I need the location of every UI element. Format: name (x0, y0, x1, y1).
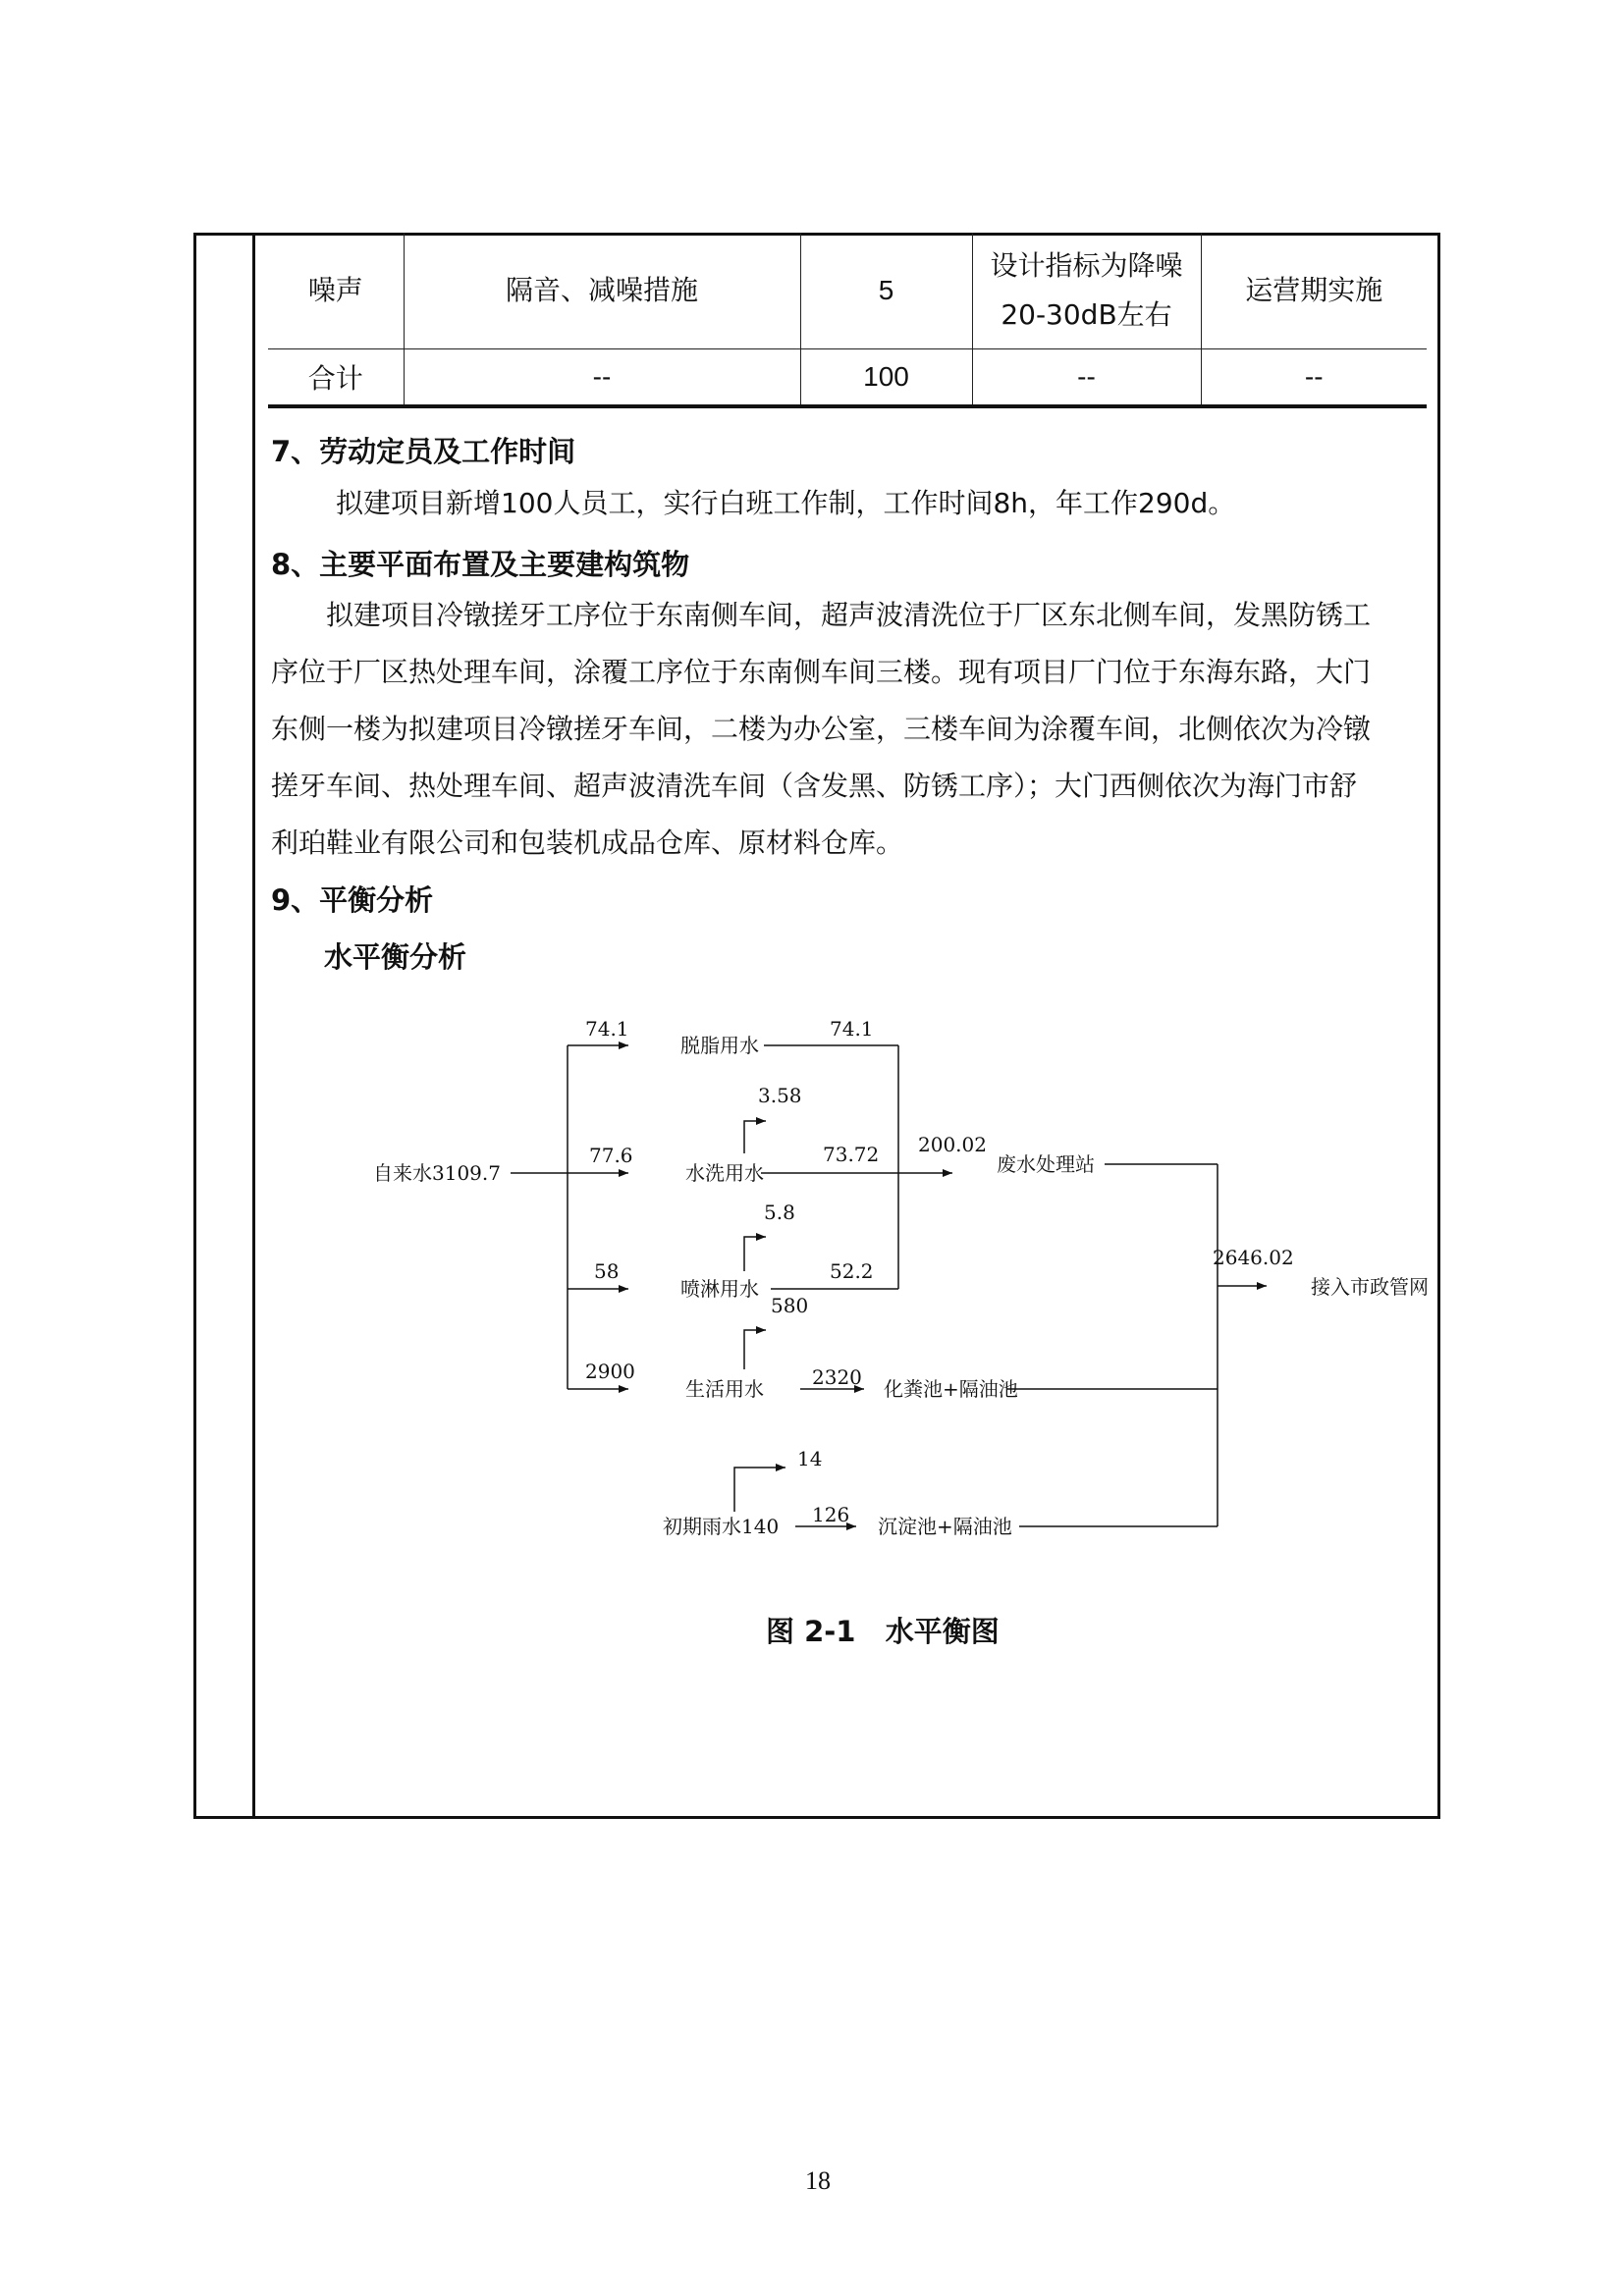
loss-line (744, 1237, 758, 1271)
node-source: 自来水3109.7 (373, 1161, 501, 1185)
table-row (268, 233, 1427, 349)
table-row-total (268, 349, 1427, 407)
table-cell-effect: -- (972, 349, 1201, 407)
flow-label: 126 (812, 1503, 850, 1526)
water-balance-subheading: 水平衡分析 (324, 940, 467, 974)
table-cell-item: 噪声 (268, 233, 404, 349)
loss-line (744, 1330, 758, 1369)
flow-label: 2646.02 (1213, 1246, 1294, 1269)
flow-label: 74.1 (585, 1017, 629, 1041)
flow-label: 14 (797, 1447, 823, 1470)
node-sediment: 沉淀池+隔油池 (878, 1515, 1012, 1538)
table-cell-effect: 设计指标为降噪20-30dB左右 (972, 233, 1201, 349)
paragraph-line: 拟建项目新增100人员工，实行白班工作制，工作时间8h，年工作290d。 (336, 487, 1236, 519)
node-domestic: 生活用水 (685, 1377, 764, 1401)
water-balance-diagram (353, 991, 1443, 1571)
page-number: 18 (805, 2166, 831, 2195)
node-septic: 化粪池+隔油池 (884, 1377, 1018, 1401)
section-7-text (271, 475, 1427, 532)
section-8-paragraph (271, 587, 1427, 872)
loss-line (744, 1121, 758, 1153)
table-cell-measure: -- (404, 349, 800, 407)
paragraph-line: 东侧一楼为拟建项目冷镦搓牙车间，二楼为办公室，三楼车间为涂覆车间，北侧依次为冷镦 (271, 713, 1372, 745)
table-cell-measure: 隔音、减噪措施 (404, 233, 800, 349)
flow-label: 2320 (812, 1365, 862, 1389)
frame-left-column-divider (252, 233, 255, 1819)
figure-caption: 图 2-1 水平衡图 (766, 1615, 1000, 1648)
table-cell-item: 合计 (268, 349, 404, 407)
loss-line (734, 1468, 778, 1512)
node-wwtp: 废水处理站 (997, 1152, 1095, 1176)
table-cell-investment: 100 (800, 349, 972, 407)
flow-label: 5.8 (764, 1201, 795, 1224)
flow-label: 74.1 (830, 1017, 874, 1041)
node-degreasing: 脱脂用水 (680, 1034, 759, 1057)
flow-label: 52.2 (830, 1259, 874, 1283)
flow-label: 77.6 (589, 1144, 633, 1167)
section-8-heading: 8、主要平面布置及主要建构筑物 (271, 548, 690, 581)
table-cell-time: 运营期实施 (1201, 233, 1427, 349)
investment-table (268, 233, 1427, 408)
node-spray: 喷淋用水 (680, 1277, 759, 1301)
node-rain: 初期雨水140 (663, 1515, 780, 1538)
paragraph-line: 利珀鞋业有限公司和包装机成品仓库、原材料仓库。 (271, 827, 904, 859)
flow-label: 2900 (585, 1360, 635, 1383)
flow-label: 73.72 (823, 1143, 880, 1166)
paragraph-line: 搓牙车间、热处理车间、超声波清洗车间（含发黑、防锈工序）；大门西侧依次为海门市舒 (271, 770, 1358, 802)
paragraph-line: 序位于厂区热处理车间，涂覆工序位于东南侧车间三楼。现有项目厂门位于东海东路，大门 (271, 656, 1372, 688)
table-cell-investment: 5 (800, 233, 972, 349)
flow-label: 580 (771, 1294, 809, 1317)
section-7-heading: 7、劳动定员及工作时间 (271, 435, 576, 468)
node-washing: 水洗用水 (685, 1161, 764, 1185)
paragraph-line: 拟建项目冷镦搓牙工序位于东南侧车间，超声波清洗位于厂区东北侧车间，发黑防锈工 (326, 599, 1372, 631)
section-9-heading: 9、平衡分析 (271, 883, 434, 917)
flow-label: 200.02 (918, 1133, 987, 1156)
table-cell-time: -- (1201, 349, 1427, 407)
flow-label: 3.58 (758, 1084, 802, 1107)
node-municipal: 接入市政管网 (1311, 1275, 1429, 1299)
flow-label: 58 (594, 1259, 620, 1283)
